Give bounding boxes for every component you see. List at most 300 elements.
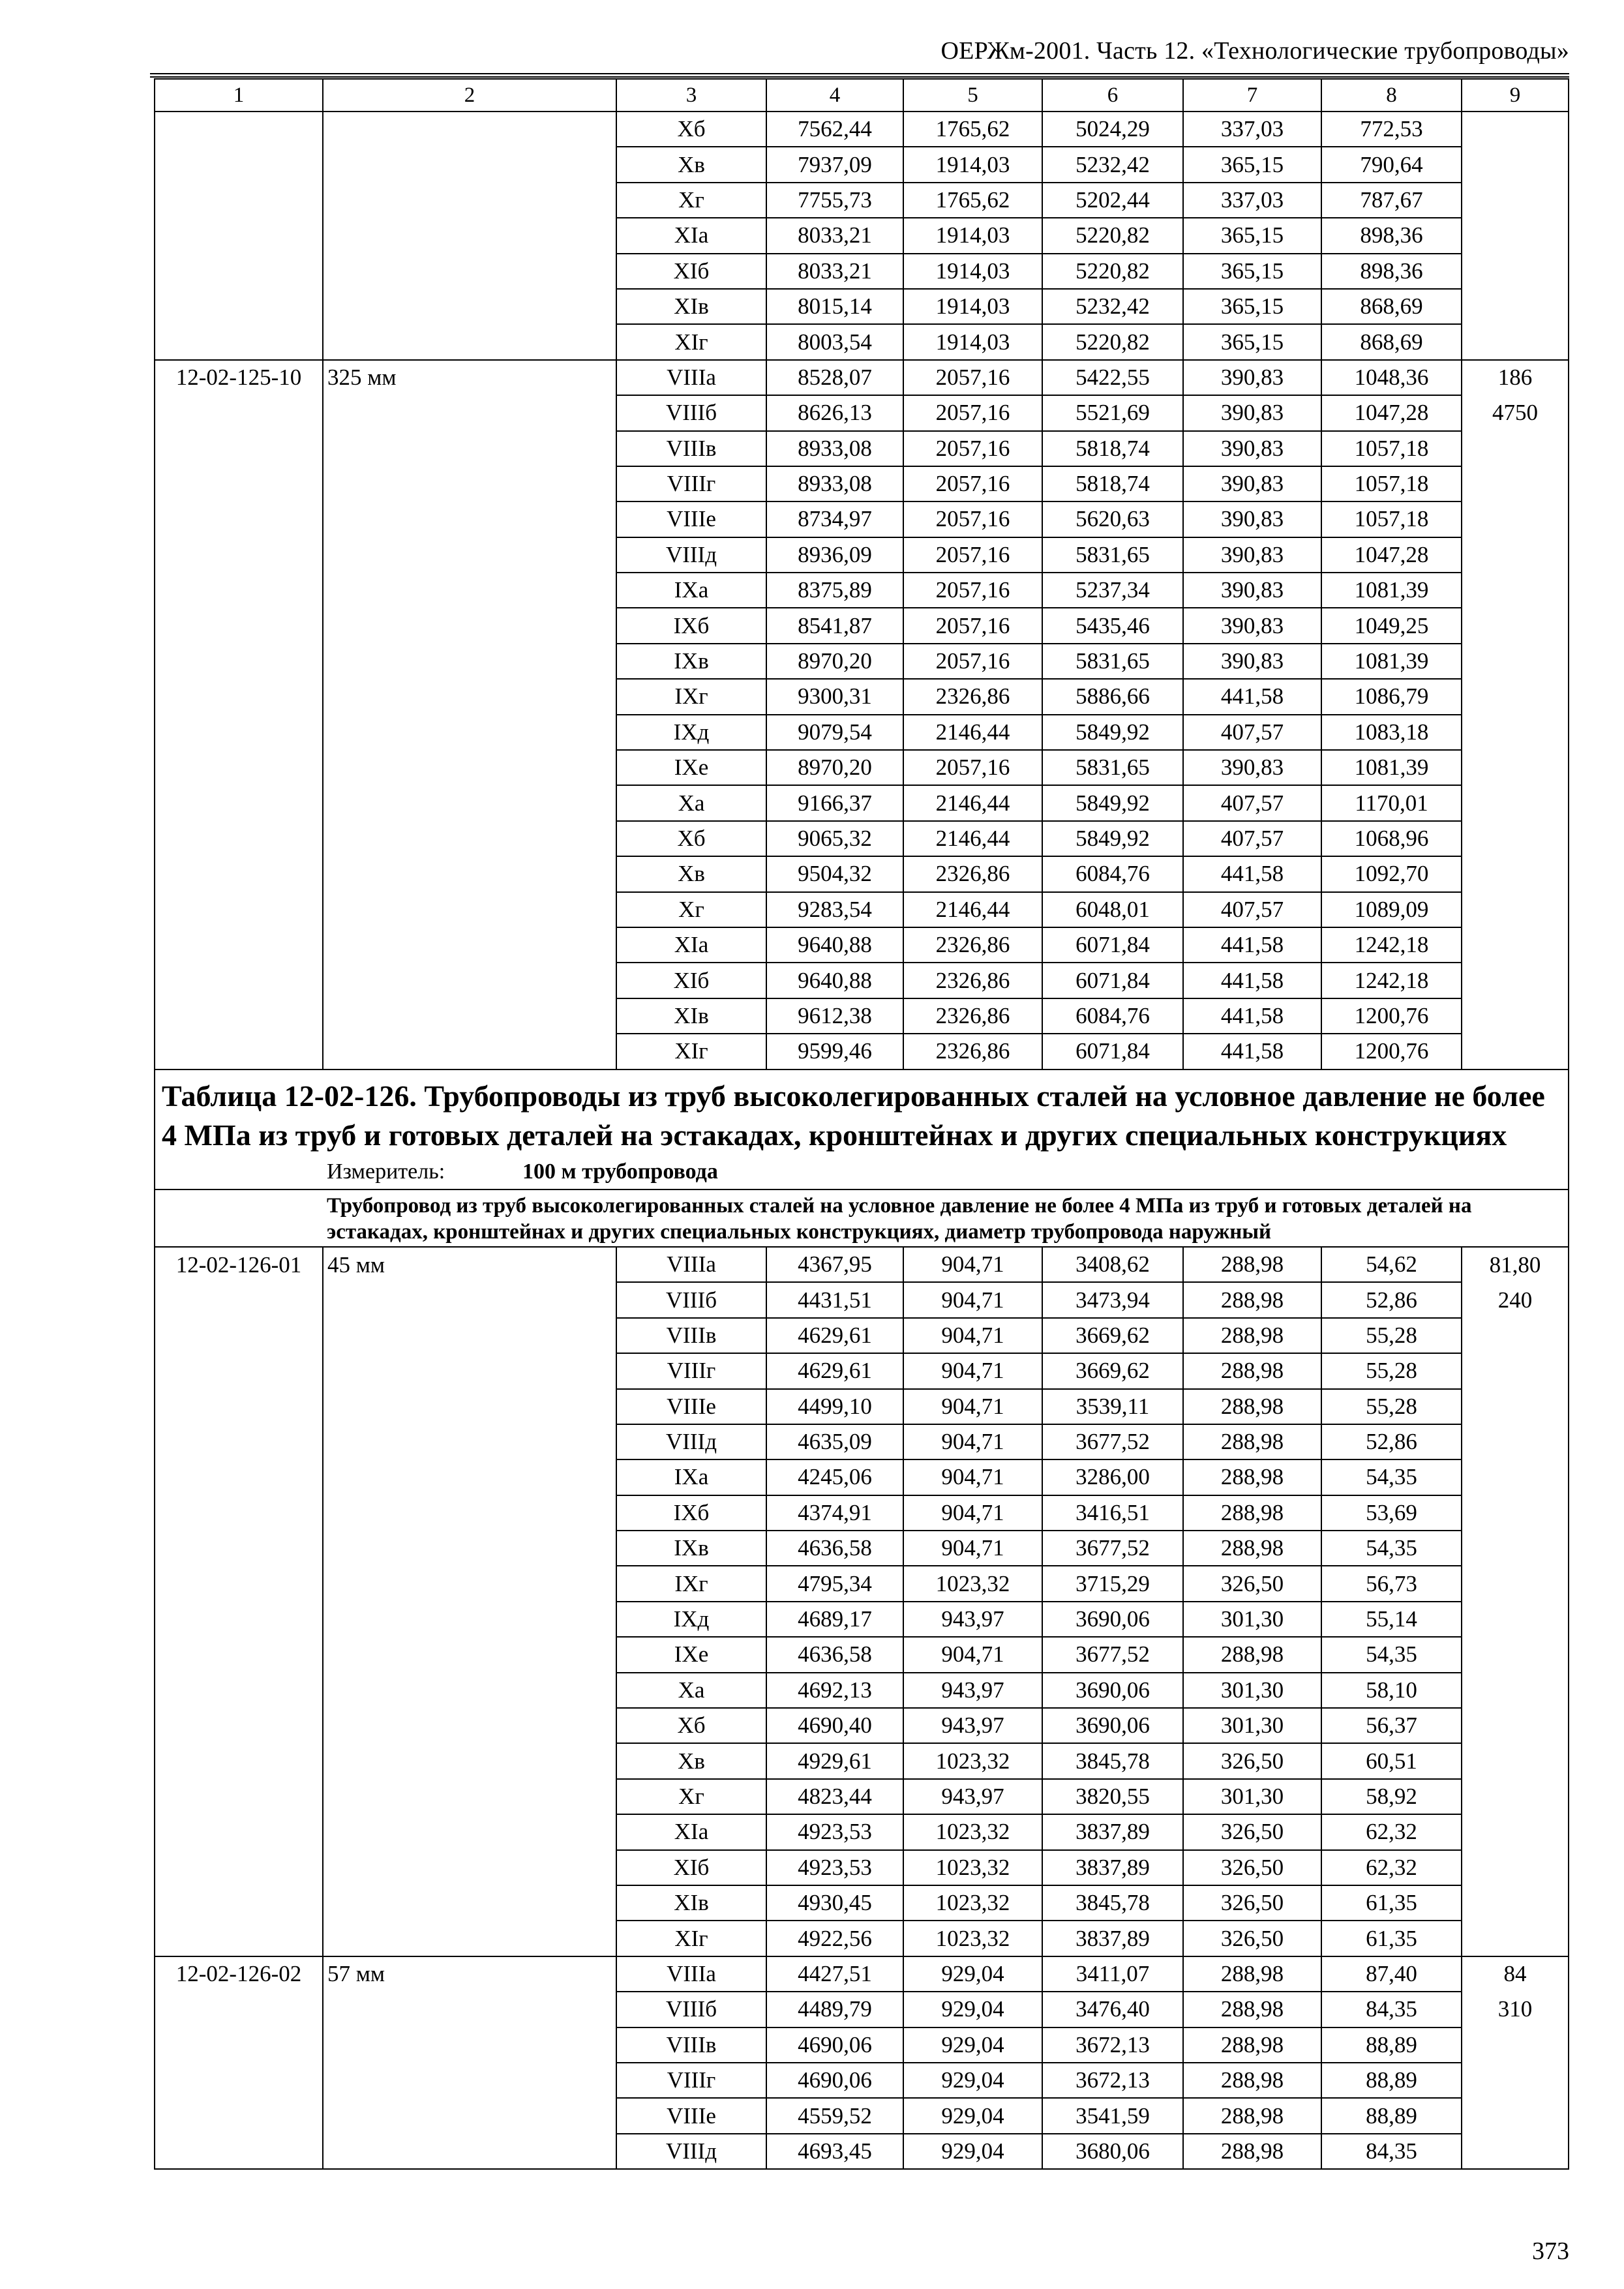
value-cell: 53,69 bbox=[1321, 1495, 1462, 1531]
value-cell: 365,15 bbox=[1183, 289, 1321, 324]
col9-cell bbox=[1462, 1779, 1569, 1814]
diameter-cell bbox=[323, 856, 616, 891]
value-cell: 2057,16 bbox=[903, 644, 1042, 679]
pressure-class-cell: Хб bbox=[616, 821, 766, 856]
col9-cell bbox=[1462, 1495, 1569, 1531]
measure-row bbox=[155, 1155, 1569, 1189]
col9-cell bbox=[1462, 573, 1569, 608]
value-cell: 4923,53 bbox=[766, 1814, 903, 1849]
col9-cell bbox=[1462, 1459, 1569, 1495]
diameter-cell bbox=[323, 679, 616, 714]
value-cell: 4629,61 bbox=[766, 1353, 903, 1388]
col9-cell bbox=[1462, 821, 1569, 856]
col9-cell bbox=[1462, 608, 1569, 643]
table-row bbox=[155, 289, 1569, 324]
code-cell bbox=[155, 1318, 323, 1353]
value-cell: 3677,52 bbox=[1042, 1637, 1183, 1672]
value-cell: 929,04 bbox=[903, 1956, 1042, 1992]
value-cell: 9599,46 bbox=[766, 1034, 903, 1069]
col9-cell: 81,80 bbox=[1462, 1247, 1569, 1282]
col9-cell bbox=[1462, 1637, 1569, 1672]
code-cell bbox=[155, 1566, 323, 1601]
value-cell: 5849,92 bbox=[1042, 715, 1183, 750]
section-description: Трубопровод из труб высоколегированных сталей на условное давление не более 4 МПа из труб и готовых деталей на эстакадах, кронштейнах и других специальных конструкциях, диаметр трубопровода наружный bbox=[323, 1189, 1569, 1247]
value-cell: 1083,18 bbox=[1321, 715, 1462, 750]
value-cell: 1242,18 bbox=[1321, 963, 1462, 998]
code-cell bbox=[155, 998, 323, 1034]
value-cell: 4693,45 bbox=[766, 2134, 903, 2169]
value-cell: 8033,21 bbox=[766, 218, 903, 253]
col9-cell bbox=[1462, 501, 1569, 537]
value-cell: 2057,16 bbox=[903, 608, 1042, 643]
table-row bbox=[155, 1424, 1569, 1459]
code-cell bbox=[155, 395, 323, 430]
value-cell: 6071,84 bbox=[1042, 927, 1183, 963]
value-cell: 4559,52 bbox=[766, 2098, 903, 2133]
value-cell: 390,83 bbox=[1183, 608, 1321, 643]
value-cell: 9065,32 bbox=[766, 821, 903, 856]
diameter-cell bbox=[323, 1814, 616, 1849]
value-cell: 4795,34 bbox=[766, 1566, 903, 1601]
pressure-class-cell: VIIIе bbox=[616, 2098, 766, 2133]
pressure-class-cell: VIIIа bbox=[616, 1956, 766, 1992]
diameter-cell bbox=[323, 218, 616, 253]
value-cell: 441,58 bbox=[1183, 927, 1321, 963]
code-cell bbox=[155, 1459, 323, 1495]
value-cell: 5521,69 bbox=[1042, 395, 1183, 430]
value-cell: 3672,13 bbox=[1042, 2027, 1183, 2063]
value-cell: 62,32 bbox=[1321, 1850, 1462, 1885]
value-cell: 4689,17 bbox=[766, 1602, 903, 1637]
pressure-class-cell: XIб bbox=[616, 963, 766, 998]
table-row bbox=[155, 2063, 1569, 2098]
value-cell: 4823,44 bbox=[766, 1779, 903, 1814]
value-cell: 55,14 bbox=[1321, 1602, 1462, 1637]
value-cell: 1765,62 bbox=[903, 112, 1042, 147]
diameter-cell bbox=[323, 1034, 616, 1069]
value-cell: 3690,06 bbox=[1042, 1673, 1183, 1708]
table-row bbox=[155, 537, 1569, 573]
diameter-cell bbox=[323, 1389, 616, 1424]
value-cell: 8933,08 bbox=[766, 466, 903, 501]
col9-cell bbox=[1462, 1708, 1569, 1743]
diameter-cell bbox=[323, 1921, 616, 1956]
table-row bbox=[155, 1034, 1569, 1069]
diameter-cell bbox=[323, 750, 616, 785]
value-cell: 288,98 bbox=[1183, 1389, 1321, 1424]
value-cell: 772,53 bbox=[1321, 112, 1462, 147]
table-row bbox=[155, 785, 1569, 820]
col9-cell bbox=[1462, 324, 1569, 359]
value-cell: 2057,16 bbox=[903, 466, 1042, 501]
value-cell: 407,57 bbox=[1183, 785, 1321, 820]
pressure-class-cell: Хв bbox=[616, 1743, 766, 1778]
pressure-class-cell: VIIIб bbox=[616, 1992, 766, 2027]
pressure-class-cell: Хб bbox=[616, 112, 766, 147]
diameter-cell bbox=[323, 927, 616, 963]
value-cell: 7562,44 bbox=[766, 112, 903, 147]
value-cell: 2146,44 bbox=[903, 715, 1042, 750]
code-cell bbox=[155, 1389, 323, 1424]
diameter-cell bbox=[323, 573, 616, 608]
pressure-class-cell: VIIIа bbox=[616, 1247, 766, 1282]
value-cell: 288,98 bbox=[1183, 2098, 1321, 2133]
value-cell: 1200,76 bbox=[1321, 998, 1462, 1034]
col9-cell: 186 bbox=[1462, 360, 1569, 395]
value-cell: 390,83 bbox=[1183, 395, 1321, 430]
pressure-class-cell: IXд bbox=[616, 715, 766, 750]
code-cell bbox=[155, 289, 323, 324]
value-cell: 904,71 bbox=[903, 1531, 1042, 1566]
value-cell: 2057,16 bbox=[903, 395, 1042, 430]
pressure-class-cell: XIб bbox=[616, 254, 766, 289]
value-cell: 9166,37 bbox=[766, 785, 903, 820]
table-row bbox=[155, 927, 1569, 963]
value-cell: 3690,06 bbox=[1042, 1602, 1183, 1637]
value-cell: 365,15 bbox=[1183, 254, 1321, 289]
measure-label: Измеритель: bbox=[327, 1159, 445, 1184]
value-cell: 407,57 bbox=[1183, 892, 1321, 927]
value-cell: 88,89 bbox=[1321, 2027, 1462, 2063]
code-cell bbox=[155, 856, 323, 891]
diameter-cell bbox=[323, 147, 616, 182]
value-cell: 288,98 bbox=[1183, 1318, 1321, 1353]
pressure-class-cell: VIIIг bbox=[616, 2063, 766, 2098]
diameter-cell bbox=[323, 1779, 616, 1814]
value-cell: 5024,29 bbox=[1042, 112, 1183, 147]
header-rule bbox=[150, 73, 1569, 74]
value-cell: 2326,86 bbox=[903, 927, 1042, 963]
value-cell: 1089,09 bbox=[1321, 892, 1462, 927]
value-cell: 288,98 bbox=[1183, 1637, 1321, 1672]
value-cell: 54,62 bbox=[1321, 1247, 1462, 1282]
value-cell: 288,98 bbox=[1183, 1424, 1321, 1459]
code-cell bbox=[155, 183, 323, 218]
value-cell: 326,50 bbox=[1183, 1814, 1321, 1849]
diameter-cell bbox=[323, 1850, 616, 1885]
diameter-cell bbox=[323, 1495, 616, 1531]
col9-cell bbox=[1462, 1602, 1569, 1637]
value-cell: 2146,44 bbox=[903, 785, 1042, 820]
code-cell bbox=[155, 1637, 323, 1672]
value-cell: 8033,21 bbox=[766, 254, 903, 289]
value-cell: 2057,16 bbox=[903, 360, 1042, 395]
table-row bbox=[155, 466, 1569, 501]
diameter-cell bbox=[323, 892, 616, 927]
value-cell: 1170,01 bbox=[1321, 785, 1462, 820]
value-cell: 3408,62 bbox=[1042, 1247, 1183, 1282]
code-cell bbox=[155, 750, 323, 785]
col9-cell bbox=[1462, 679, 1569, 714]
value-cell: 868,69 bbox=[1321, 324, 1462, 359]
value-cell: 55,28 bbox=[1321, 1389, 1462, 1424]
pressure-class-cell: IXг bbox=[616, 679, 766, 714]
column-number: 9 bbox=[1462, 79, 1569, 112]
value-cell: 288,98 bbox=[1183, 2063, 1321, 2098]
value-cell: 56,73 bbox=[1321, 1566, 1462, 1601]
value-cell: 441,58 bbox=[1183, 679, 1321, 714]
value-cell: 2326,86 bbox=[903, 856, 1042, 891]
value-cell: 441,58 bbox=[1183, 998, 1321, 1034]
table-row bbox=[155, 1247, 1569, 1282]
value-cell: 1023,32 bbox=[903, 1566, 1042, 1601]
value-cell: 8375,89 bbox=[766, 573, 903, 608]
diameter-cell bbox=[323, 2134, 616, 2169]
column-number: 1 bbox=[155, 79, 323, 112]
value-cell: 3837,89 bbox=[1042, 1921, 1183, 1956]
table-row bbox=[155, 218, 1569, 253]
value-cell: 4692,13 bbox=[766, 1673, 903, 1708]
value-cell: 5202,44 bbox=[1042, 183, 1183, 218]
col9-cell bbox=[1462, 1566, 1569, 1601]
value-cell: 3672,13 bbox=[1042, 2063, 1183, 2098]
page-number: 373 bbox=[1532, 2237, 1569, 2265]
value-cell: 84,35 bbox=[1321, 2134, 1462, 2169]
value-cell: 3677,52 bbox=[1042, 1531, 1183, 1566]
col9-cell bbox=[1462, 892, 1569, 927]
col9-cell bbox=[1462, 927, 1569, 963]
diameter-cell: 325 мм bbox=[323, 360, 616, 395]
value-cell: 4636,58 bbox=[766, 1531, 903, 1566]
value-cell: 288,98 bbox=[1183, 1531, 1321, 1566]
diameter-cell bbox=[323, 501, 616, 537]
table-row bbox=[155, 1566, 1569, 1601]
table-row bbox=[155, 679, 1569, 714]
col9-cell bbox=[1462, 1850, 1569, 1885]
value-cell: 5818,74 bbox=[1042, 431, 1183, 466]
value-cell: 1068,96 bbox=[1321, 821, 1462, 856]
table-row bbox=[155, 821, 1569, 856]
code-cell bbox=[155, 1743, 323, 1778]
value-cell: 898,36 bbox=[1321, 254, 1462, 289]
value-cell: 3416,51 bbox=[1042, 1495, 1183, 1531]
pressure-class-cell: XIг bbox=[616, 1034, 766, 1069]
value-cell: 326,50 bbox=[1183, 1850, 1321, 1885]
value-cell: 9283,54 bbox=[766, 892, 903, 927]
value-cell: 3669,62 bbox=[1042, 1318, 1183, 1353]
code-cell bbox=[155, 2063, 323, 2098]
code-cell bbox=[155, 785, 323, 820]
value-cell: 3286,00 bbox=[1042, 1459, 1183, 1495]
value-cell: 5886,66 bbox=[1042, 679, 1183, 714]
value-cell: 6084,76 bbox=[1042, 856, 1183, 891]
value-cell: 365,15 bbox=[1183, 218, 1321, 253]
value-cell: 904,71 bbox=[903, 1459, 1042, 1495]
diameter-cell bbox=[323, 2098, 616, 2133]
value-cell: 5232,42 bbox=[1042, 147, 1183, 182]
value-cell: 2057,16 bbox=[903, 501, 1042, 537]
code-cell bbox=[155, 1034, 323, 1069]
code-cell bbox=[155, 1921, 323, 1956]
col9-cell bbox=[1462, 466, 1569, 501]
value-cell: 5237,34 bbox=[1042, 573, 1183, 608]
pressure-class-cell: VIIIд bbox=[616, 1424, 766, 1459]
value-cell: 8734,97 bbox=[766, 501, 903, 537]
diameter-cell bbox=[323, 112, 616, 147]
code-cell bbox=[155, 1992, 323, 2027]
value-cell: 904,71 bbox=[903, 1318, 1042, 1353]
table-row bbox=[155, 644, 1569, 679]
value-cell: 54,35 bbox=[1321, 1459, 1462, 1495]
pressure-class-cell: XIг bbox=[616, 324, 766, 359]
col9-cell: 84 bbox=[1462, 1956, 1569, 1992]
col9-cell bbox=[1462, 750, 1569, 785]
value-cell: 2146,44 bbox=[903, 892, 1042, 927]
value-cell: 2057,16 bbox=[903, 573, 1042, 608]
diameter-cell bbox=[323, 608, 616, 643]
code-cell bbox=[155, 112, 323, 147]
code-cell bbox=[155, 147, 323, 182]
measure-cell bbox=[323, 1155, 1569, 1189]
diameter-cell bbox=[323, 1531, 616, 1566]
value-cell: 6048,01 bbox=[1042, 892, 1183, 927]
value-cell: 288,98 bbox=[1183, 1459, 1321, 1495]
value-cell: 2146,44 bbox=[903, 821, 1042, 856]
value-cell: 54,35 bbox=[1321, 1531, 1462, 1566]
diameter-cell bbox=[323, 1673, 616, 1708]
value-cell: 55,28 bbox=[1321, 1318, 1462, 1353]
value-cell: 9612,38 bbox=[766, 998, 903, 1034]
code-cell bbox=[155, 1495, 323, 1531]
value-cell: 1081,39 bbox=[1321, 573, 1462, 608]
value-cell: 5220,82 bbox=[1042, 254, 1183, 289]
table-row bbox=[155, 608, 1569, 643]
value-cell: 58,92 bbox=[1321, 1779, 1462, 1814]
value-cell: 3677,52 bbox=[1042, 1424, 1183, 1459]
value-cell: 4636,58 bbox=[766, 1637, 903, 1672]
diameter-cell bbox=[323, 1885, 616, 1921]
diameter-cell bbox=[323, 1353, 616, 1388]
diameter-cell bbox=[323, 1566, 616, 1601]
table-row bbox=[155, 1992, 1569, 2027]
value-cell: 52,86 bbox=[1321, 1424, 1462, 1459]
col9-cell bbox=[1462, 1034, 1569, 1069]
value-cell: 3837,89 bbox=[1042, 1814, 1183, 1849]
column-number: 3 bbox=[616, 79, 766, 112]
value-cell: 3837,89 bbox=[1042, 1850, 1183, 1885]
value-cell: 898,36 bbox=[1321, 218, 1462, 253]
measure-value: 100 м трубопровода bbox=[522, 1159, 718, 1184]
value-cell: 1765,62 bbox=[903, 183, 1042, 218]
diameter-cell bbox=[323, 1424, 616, 1459]
value-cell: 904,71 bbox=[903, 1495, 1042, 1531]
table-row bbox=[155, 1956, 1569, 1992]
code-cell bbox=[155, 715, 323, 750]
pressure-class-cell: Хг bbox=[616, 1779, 766, 1814]
value-cell: 1200,76 bbox=[1321, 1034, 1462, 1069]
value-cell: 904,71 bbox=[903, 1282, 1042, 1317]
value-cell: 5849,92 bbox=[1042, 785, 1183, 820]
value-cell: 1057,18 bbox=[1321, 501, 1462, 537]
code-cell bbox=[155, 1531, 323, 1566]
pressure-class-cell: VIIIе bbox=[616, 1389, 766, 1424]
section-title-row bbox=[155, 1070, 1569, 1155]
value-cell: 1047,28 bbox=[1321, 395, 1462, 430]
col9-cell bbox=[1462, 963, 1569, 998]
value-cell: 1914,03 bbox=[903, 218, 1042, 253]
pressure-class-cell: IXб bbox=[616, 608, 766, 643]
pressure-class-cell: IXб bbox=[616, 1495, 766, 1531]
pressure-class-cell: VIIIв bbox=[616, 1318, 766, 1353]
value-cell: 3715,29 bbox=[1042, 1566, 1183, 1601]
pressure-class-cell: IXа bbox=[616, 1459, 766, 1495]
table-row bbox=[155, 431, 1569, 466]
section-title: Таблица 12-02-126. Трубопроводы из труб высоколегированных сталей на условное давление не более 4 МПа из труб и готовых деталей на эстакадах, кронштейнах и других специальных конструкциях bbox=[155, 1070, 1569, 1155]
col9-cell bbox=[1462, 1673, 1569, 1708]
diameter-cell bbox=[323, 183, 616, 218]
value-cell: 2326,86 bbox=[903, 998, 1042, 1034]
column-number: 5 bbox=[903, 79, 1042, 112]
code-cell bbox=[155, 644, 323, 679]
pressure-class-cell: IXд bbox=[616, 1602, 766, 1637]
col9-cell bbox=[1462, 2134, 1569, 2169]
value-cell: 9640,88 bbox=[766, 963, 903, 998]
table-row bbox=[155, 360, 1569, 395]
diameter-cell bbox=[323, 1992, 616, 2027]
value-cell: 2057,16 bbox=[903, 750, 1042, 785]
value-cell: 390,83 bbox=[1183, 466, 1321, 501]
pressure-class-cell: XIб bbox=[616, 1850, 766, 1885]
value-cell: 4922,56 bbox=[766, 1921, 903, 1956]
value-cell: 2326,86 bbox=[903, 679, 1042, 714]
value-cell: 1023,32 bbox=[903, 1921, 1042, 1956]
value-cell: 5220,82 bbox=[1042, 218, 1183, 253]
code-cell bbox=[155, 2098, 323, 2133]
value-cell: 929,04 bbox=[903, 2063, 1042, 2098]
pressure-class-cell: XIв bbox=[616, 998, 766, 1034]
table-row bbox=[155, 324, 1569, 359]
value-cell: 5849,92 bbox=[1042, 821, 1183, 856]
diameter-cell bbox=[323, 2027, 616, 2063]
value-cell: 7755,73 bbox=[766, 183, 903, 218]
pressure-class-cell: IXв bbox=[616, 644, 766, 679]
value-cell: 390,83 bbox=[1183, 644, 1321, 679]
diameter-cell bbox=[323, 289, 616, 324]
diameter-cell bbox=[323, 821, 616, 856]
value-cell: 5831,65 bbox=[1042, 750, 1183, 785]
description-row bbox=[155, 1189, 1569, 1247]
value-cell: 3820,55 bbox=[1042, 1779, 1183, 1814]
value-cell: 58,10 bbox=[1321, 1673, 1462, 1708]
value-cell: 60,51 bbox=[1321, 1743, 1462, 1778]
table-row bbox=[155, 1637, 1569, 1672]
diameter-cell bbox=[323, 785, 616, 820]
code-cell bbox=[155, 1673, 323, 1708]
value-cell: 1057,18 bbox=[1321, 431, 1462, 466]
code-cell bbox=[155, 466, 323, 501]
value-cell: 9079,54 bbox=[766, 715, 903, 750]
table-row bbox=[155, 1602, 1569, 1637]
col9-cell bbox=[1462, 1318, 1569, 1353]
col9-cell bbox=[1462, 1389, 1569, 1424]
table-row bbox=[155, 183, 1569, 218]
value-cell: 4690,40 bbox=[766, 1708, 903, 1743]
value-cell: 288,98 bbox=[1183, 1247, 1321, 1282]
diameter-cell bbox=[323, 963, 616, 998]
pressure-class-cell: VIIIв bbox=[616, 2027, 766, 2063]
value-cell: 6084,76 bbox=[1042, 998, 1183, 1034]
col9-cell bbox=[1462, 537, 1569, 573]
value-cell: 5831,65 bbox=[1042, 644, 1183, 679]
col9-cell bbox=[1462, 431, 1569, 466]
running-header: ОЕРЖм-2001. Часть 12. «Технологические трубопроводы» bbox=[940, 37, 1569, 65]
value-cell: 9300,31 bbox=[766, 679, 903, 714]
value-cell: 1048,36 bbox=[1321, 360, 1462, 395]
table-row bbox=[155, 1814, 1569, 1849]
code-cell bbox=[155, 1424, 323, 1459]
value-cell: 5422,55 bbox=[1042, 360, 1183, 395]
value-cell: 88,89 bbox=[1321, 2063, 1462, 2098]
